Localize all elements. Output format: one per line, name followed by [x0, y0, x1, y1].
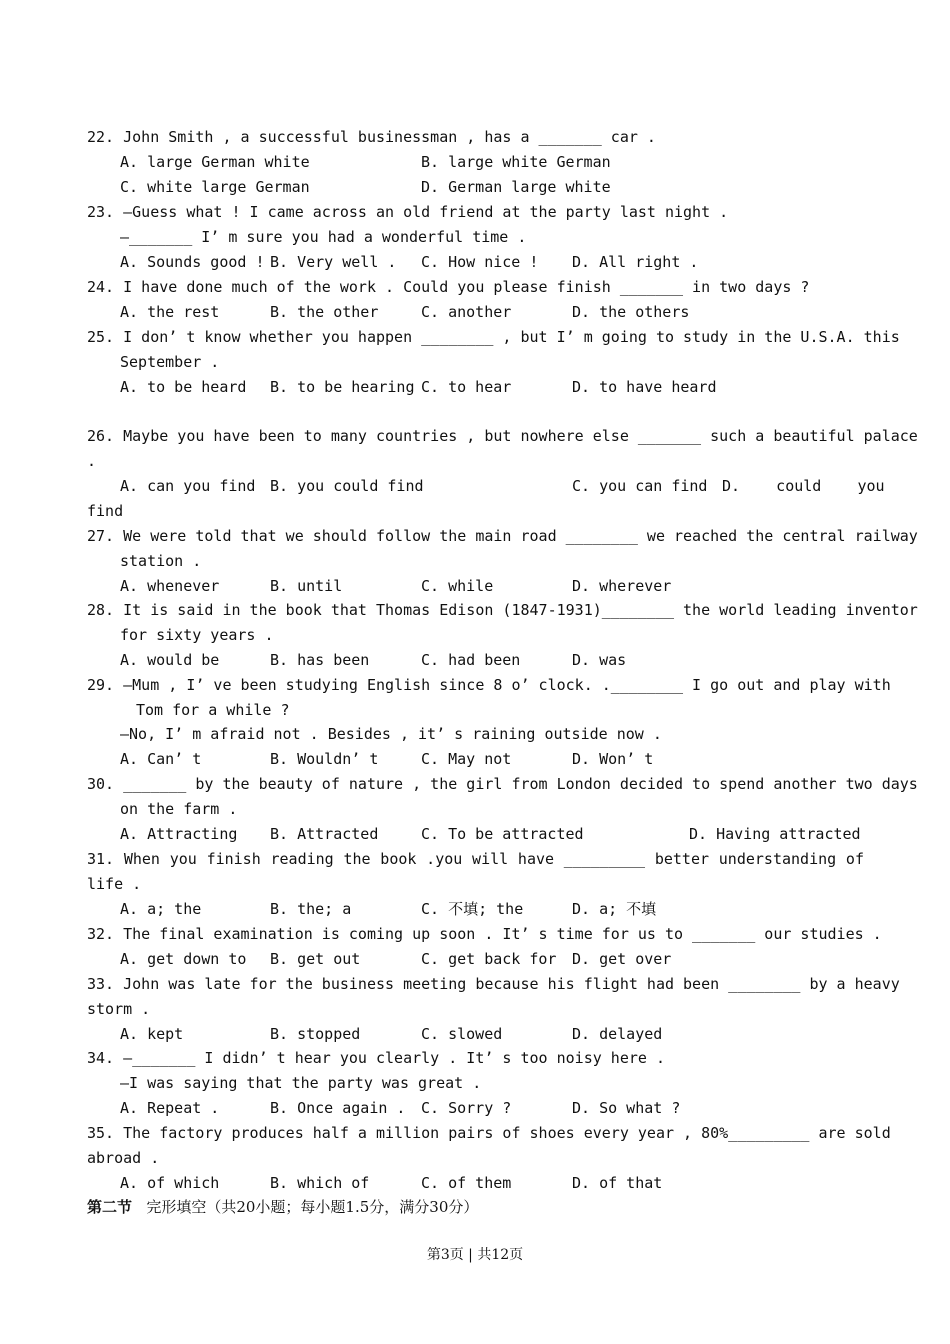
q24-option-d: D. the others	[572, 303, 690, 321]
q34-option-a: A. Repeat .	[120, 1099, 220, 1117]
q24-option-b: B. the other	[270, 303, 379, 321]
q29-option-d: D. Won’ t	[572, 750, 654, 768]
q34-option-c: C. Sorry ?	[421, 1099, 512, 1117]
q34-stem: 34. —_______ I didn’ t hear you clearly . It’ s too noisy here .	[87, 1049, 665, 1067]
q35-option-a: A. of which	[120, 1174, 220, 1192]
q29-option-a: A. Can’ t	[120, 750, 202, 768]
q22-option-a: A. large German white	[120, 153, 310, 171]
q22-option-b: B. large white German	[421, 153, 611, 171]
q22-option-c: C. white large German	[120, 178, 310, 196]
q34-option-d: D. So what ?	[572, 1099, 681, 1117]
q25-option-a: A. to be heard	[120, 378, 247, 396]
q26-stem: 26. Maybe you have been to many countries , but nowhere else _______ such a beautiful palace	[87, 427, 918, 445]
q30-stem-cont: on the farm .	[120, 800, 238, 818]
section-title: 完形填空（共20小题；每小题1.5分，满分30分）	[146, 1198, 479, 1216]
q28-stem-cont: for sixty years .	[120, 626, 274, 644]
q35-stem: 35. The factory produces half a million pairs of shoes every year , 80%_________ are sold	[87, 1124, 891, 1142]
q29-stem-cont: Tom for a while ?	[136, 701, 290, 719]
q28-option-b: B. has been	[270, 651, 370, 669]
q27-stem-cont: station .	[120, 552, 202, 570]
q35-option-c: C. of them	[421, 1174, 512, 1192]
q27-option-d: D. wherever	[572, 577, 672, 595]
q34-option-b: B. Once again .	[270, 1099, 406, 1117]
q31-option-c: C. 不填; the	[421, 900, 524, 918]
q33-option-b: B. stopped	[270, 1025, 361, 1043]
q34-reply: —I was saying that the party was great .	[120, 1074, 482, 1092]
q28-stem: 28. It is said in the book that Thomas Edison (1847-1931)________ the world leading inventor	[87, 601, 918, 619]
page-footer: 第3页 | 共12页	[426, 1247, 524, 1263]
q32-option-b: B. get out	[270, 950, 361, 968]
q25-stem: 25. I don’ t know whether you happen ________ , but I’ m going to study in the U.S.A. this	[87, 328, 900, 346]
q29-reply: —No, I’ m afraid not . Besides , it’ s raining outside now .	[120, 725, 662, 743]
q26-option-d-wrap: find	[87, 502, 124, 520]
q26-option-c: C. you can find	[572, 477, 708, 495]
q25-stem-cont: September .	[120, 353, 220, 371]
q35-option-d: D. of that	[572, 1174, 663, 1192]
q33-stem: 33. John was late for the business meeting because his flight had been ________ by a heavy	[87, 975, 900, 993]
q33-stem-cont: storm .	[87, 1000, 151, 1018]
q35-stem-cont: abroad .	[87, 1149, 160, 1167]
q30-option-b: B. Attracted	[270, 825, 379, 843]
q31-option-d: D. a; 不填	[572, 900, 657, 918]
q28-option-c: C. had been	[421, 651, 521, 669]
q29-stem: 29. —Mum , I’ ve been studying English since 8 o’ clock. .________ I go out and play with	[87, 676, 891, 694]
q26-stem-cont: .	[87, 452, 97, 470]
q30-stem: 30. _______ by the beauty of nature , the girl from London decided to spend another two days	[87, 775, 918, 793]
q30-option-c: C. To be attracted	[421, 825, 584, 843]
q23-option-b: B. Very well .	[270, 253, 397, 271]
q31-stem-cont: life .	[87, 875, 142, 893]
q23-option-d: D. All right .	[572, 253, 699, 271]
q32-stem: 32. The final examination is coming up soon . It’ s time for us to _______ our studies .	[87, 925, 882, 943]
q23-option-c: C. How nice !	[421, 253, 539, 271]
q24-stem: 24. I have done much of the work . Could you please finish _______ in two days ?	[87, 278, 810, 296]
q23-option-a: A. Sounds good !	[120, 253, 265, 271]
q23-reply: —_______ I’ m sure you had a wonderful time .	[120, 228, 527, 246]
q33-option-c: C. slowed	[421, 1025, 503, 1043]
q31-option-a: A. a; the	[120, 900, 202, 918]
section-heading	[87, 1196, 478, 1218]
q27-option-c: C. while	[421, 577, 494, 595]
q31-option-b: B. the; a	[270, 900, 352, 918]
q30-option-d: D. Having attracted	[689, 825, 861, 843]
q24-option-c: C. another	[421, 303, 512, 321]
q26-option-d: D. could you	[722, 477, 885, 495]
q35-option-b: B. which of	[270, 1174, 370, 1192]
q31-stem: 31. When you finish reading the book .you will have _________ better understanding of	[87, 850, 864, 868]
q32-option-a: A. get down to	[120, 950, 247, 968]
q28-option-a: A. would be	[120, 651, 220, 669]
q25-option-b: B. to be hearing	[270, 378, 415, 396]
q23-stem: 23. —Guess what ! I came across an old friend at the party last night .	[87, 203, 729, 221]
q29-option-b: B. Wouldn’ t	[270, 750, 379, 768]
q26-option-a: A. can you find	[120, 477, 256, 495]
q25-option-c: C. to hear	[421, 378, 512, 396]
q30-option-a: A. Attracting	[120, 825, 238, 843]
q33-option-a: A. kept	[120, 1025, 184, 1043]
q27-stem: 27. We were told that we should follow the main road ________ we reached the central railway	[87, 527, 918, 545]
q25-option-d: D. to have heard	[572, 378, 717, 396]
q22-option-d: D. German large white	[421, 178, 611, 196]
q22-stem: 22. John Smith , a successful businessman , has a _______ car .	[87, 128, 656, 146]
q33-option-d: D. delayed	[572, 1025, 663, 1043]
q26-option-b: B. you could find	[270, 477, 424, 495]
q32-option-c: C. get back for	[421, 950, 557, 968]
q24-option-a: A. the rest	[120, 303, 220, 321]
q32-option-d: D. get over	[572, 950, 672, 968]
q29-option-c: C. May not	[421, 750, 512, 768]
q28-option-d: D. was	[572, 651, 627, 669]
q27-option-b: B. until	[270, 577, 343, 595]
section-label: 第二节	[87, 1198, 133, 1216]
q27-option-a: A. whenever	[120, 577, 220, 595]
